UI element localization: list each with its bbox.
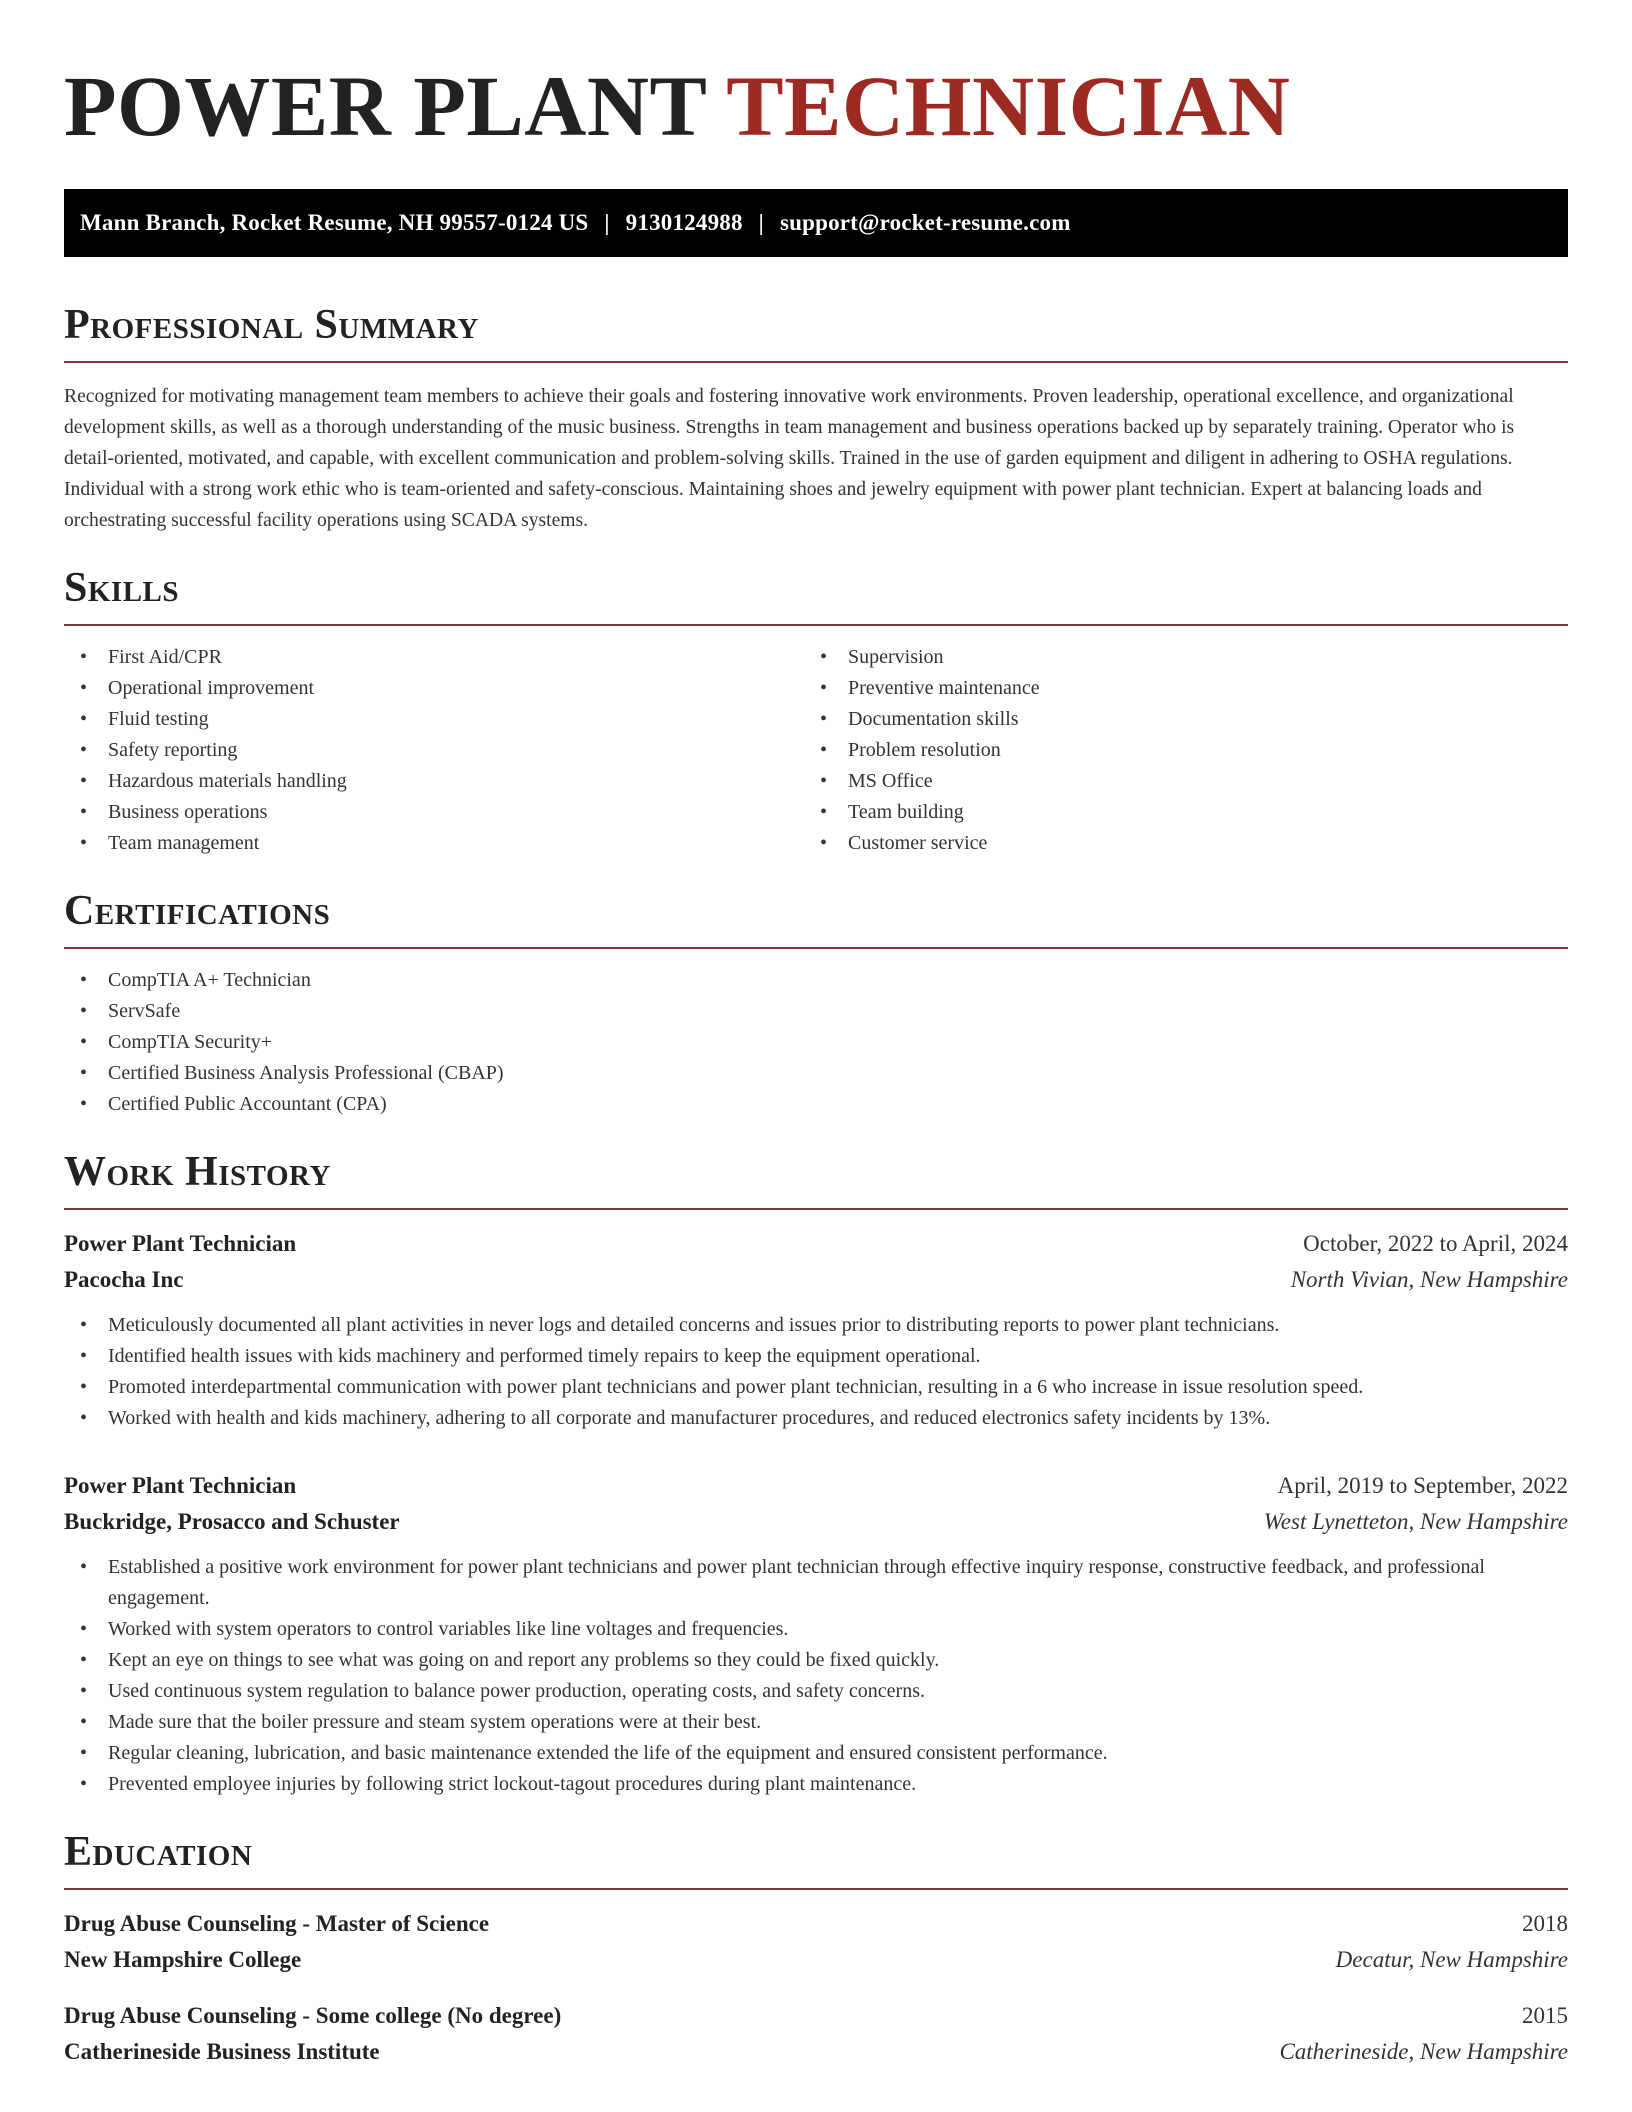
skill-item: • Supervision [804,642,1544,673]
contact-separator: | [604,210,610,235]
education-subheader [64,2034,1568,2070]
skill-item: • Safety reporting [64,735,804,766]
job-bullet: • Worked with system operators to control variables like line voltages and frequencies. [64,1614,1568,1645]
skill-item: • Operational improvement [64,673,804,704]
summary-heading: Professional Summary [64,301,1568,363]
certification-item: • ServSafe [64,996,1568,1027]
skill-item: • Business operations [64,797,804,828]
certifications-heading: Certifications [64,887,1568,949]
skill-item: • Team management [64,828,804,859]
job-role: Power Plant Technician [64,1231,297,1256]
skill-item: • First Aid/CPR [64,642,804,673]
name-first: POWER PLANT [64,58,706,154]
job-dates: October, 2022 to April, 2024 [1303,1231,1568,1256]
job-bullets [64,1310,1568,1434]
certification-item: • Certified Public Accountant (CPA) [64,1089,1568,1120]
job-subheader [64,1262,1568,1298]
job-bullet: • Meticulously documented all plant activities in never logs and detailed concerns and issues prior to distributing reports to power plant technicians. [64,1310,1568,1341]
contact-email: support@rocket-resume.com [779,210,1071,235]
summary-section [64,301,1568,536]
education-year: 2018 [1522,1911,1568,1936]
certification-item: • CompTIA Security+ [64,1027,1568,1058]
job-bullet: • Made sure that the boiler pressure and steam system operations were at their best. [64,1707,1568,1738]
job-dates: April, 2019 to September, 2022 [1277,1473,1568,1498]
education-subheader [64,1942,1568,1978]
job-subheader [64,1504,1568,1540]
contact-address: Mann Branch, Rocket Resume, NH 99557-0124 US [80,210,589,235]
skills-section [64,564,1568,859]
job-bullet: • Promoted interdepartmental communication with power plant technicians and power plant technician, resulting in a 6 who increase in issue resolution speed. [64,1372,1568,1403]
education-location: Catherineside, New Hampshire [1279,2039,1568,2064]
work-history-section [64,1148,1568,1800]
job-bullet: • Prevented employee injuries by following strict lockout-tagout procedures during plant maintenance. [64,1769,1568,1800]
certifications-list [64,965,1568,1120]
skill-item: • MS Office [804,766,1544,797]
summary-text: Recognized for motivating management team members to achieve their goals and fostering innovative work environments. Proven leadership, operational excellence, and organizational development skills, as well as a thorough understanding of the music business. Strengths in team management and business operations backed up by separately training. Operator who is detail-oriented, motivated, and capable, with excellent communication and problem-solving skills. Trained in the use of garden equipment and diligent in adhering to OSHA regulations. Individual with a strong work ethic who is team-oriented and safety-conscious. Maintaining shoes and jewelry equipment with power plant technician. Expert at balancing loads and orchestrating successful facility operations using SCADA systems. [64,386,1515,531]
education-section [64,1828,1568,2070]
certification-item: • Certified Business Analysis Professional (CBAP) [64,1058,1568,1089]
contact-bar [64,189,1568,257]
skills-heading: Skills [64,564,1568,626]
education-school: Catherineside Business Institute [64,2039,380,2064]
education-year: 2015 [1522,2003,1568,2028]
job-entry [64,1226,1568,1434]
job-company: Pacocha Inc [64,1267,184,1292]
skill-item: • Documentation skills [804,704,1544,735]
job-location: North Vivian, New Hampshire [1290,1267,1568,1292]
work-history-heading: Work History [64,1148,1568,1210]
education-header [64,1998,1568,2034]
certifications-section [64,887,1568,1120]
job-bullet: • Used continuous system regulation to balance power production, operating costs, and safety concerns. [64,1676,1568,1707]
education-degree: Drug Abuse Counseling - Some college (No degree) [64,2003,562,2028]
name-last: TECHNICIAN [726,58,1291,154]
job-location: West Lynetteton, New Hampshire [1263,1509,1568,1534]
skill-item: • Fluid testing [64,704,804,735]
education-entry [64,1906,1568,1978]
job-company: Buckridge, Prosacco and Schuster [64,1509,400,1534]
job-bullet: • Established a positive work environment for power plant technicians and power plant technician through effective inquiry response, constructive feedback, and professional engagement. [64,1552,1568,1614]
job-role: Power Plant Technician [64,1473,297,1498]
skills-list-left [64,642,804,859]
education-entry [64,1998,1568,2070]
job-bullet: • Worked with health and kids machinery, adhering to all corporate and manufacturer procedures, and reduced electronics safety incidents by 13%. [64,1403,1568,1434]
job-header [64,1226,1568,1262]
education-degree: Drug Abuse Counseling - Master of Science [64,1911,490,1936]
education-school: New Hampshire College [64,1947,302,1972]
job-bullet: • Regular cleaning, lubrication, and basic maintenance extended the life of the equipment and ensured consistent performance. [64,1738,1568,1769]
skill-item: • Problem resolution [804,735,1544,766]
contact-separator: | [758,210,764,235]
certification-item: • CompTIA A+ Technician [64,965,1568,996]
education-location: Decatur, New Hampshire [1335,1947,1568,1972]
contact-phone: 9130124988 [625,210,743,235]
job-bullet: • Identified health issues with kids machinery and performed timely repairs to keep the equipment operational. [64,1341,1568,1372]
skill-item: • Customer service [804,828,1544,859]
skill-item: • Preventive maintenance [804,673,1544,704]
job-bullets [64,1552,1568,1800]
job-entry [64,1468,1568,1800]
skill-item: • Hazardous materials handling [64,766,804,797]
job-bullet: • Kept an eye on things to see what was going on and report any problems so they could be fixed quickly. [64,1645,1568,1676]
skills-grid [64,642,1568,859]
job-header [64,1468,1568,1504]
education-heading: Education [64,1828,1568,1890]
skills-list-right [804,642,1544,859]
skill-item: • Team building [804,797,1544,828]
resume-name [64,58,1568,154]
education-header [64,1906,1568,1942]
